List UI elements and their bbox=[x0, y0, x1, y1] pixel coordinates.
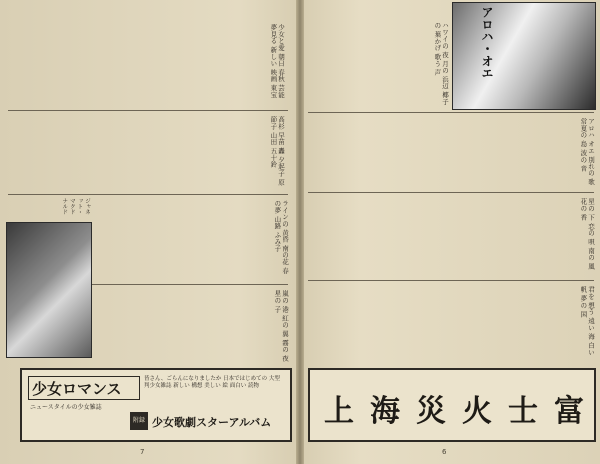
photo-caption: ジャネット・マクドナルド bbox=[61, 198, 90, 216]
page-number: 7 bbox=[140, 448, 145, 456]
ad-headline: 上海災火士富 bbox=[324, 394, 600, 429]
listing-column: 高杉 早苗 轟 夕起子 原 節子 山田 五十鈴 bbox=[269, 116, 285, 186]
rule bbox=[308, 192, 594, 193]
listing-column: 君を 想う 遠い 海 白い 帆 夢の 国 bbox=[579, 286, 595, 356]
listing-column: アロハ オエ 別れの 歌 常夏の 島 波の 音 bbox=[579, 118, 595, 186]
ad-shojo-romance bbox=[20, 368, 292, 442]
ad-album-badge: 附録 bbox=[130, 412, 148, 430]
ad-body: 皆さん、ごらんになりましたか 日本ではじめての 大型判少女雑誌 新しい 構想 美しい 絵 面白い 読物 bbox=[144, 376, 280, 389]
feature-title: アロハ・オエ bbox=[480, 6, 494, 80]
listing-column: 嵐の 港 紅の 翼 霧の 夜 星の 子 bbox=[273, 290, 289, 362]
page-number: 6 bbox=[442, 448, 447, 456]
ad-headline: 少女ロマンス bbox=[32, 380, 122, 398]
ad-album-title: 少女歌劇スターアルバム bbox=[152, 416, 272, 429]
listing-column: ハワイの 夜 月の 浜辺 椰子の 葉かげ 歌う 声 bbox=[433, 22, 449, 105]
left-page bbox=[0, 0, 298, 464]
listing-column: 少女と愛 朝日 春秋 芸能 夢見る 新しい 映画 東宝 bbox=[269, 24, 285, 98]
listing-column: 星の 下 恋の 唄 南の 風 花の 香 bbox=[579, 198, 595, 270]
rule bbox=[8, 110, 288, 111]
rule bbox=[8, 194, 288, 195]
right-page bbox=[302, 0, 600, 464]
rule bbox=[308, 112, 594, 113]
rule bbox=[308, 280, 594, 281]
ad-shanghai bbox=[308, 368, 600, 442]
ad-subline: ニュースタイルの少女雑誌 bbox=[30, 404, 102, 411]
listing-column: ラインの 黄昏 南の花 春の夢 山路 ふみ子 bbox=[273, 200, 289, 274]
photo-singers bbox=[6, 222, 92, 358]
